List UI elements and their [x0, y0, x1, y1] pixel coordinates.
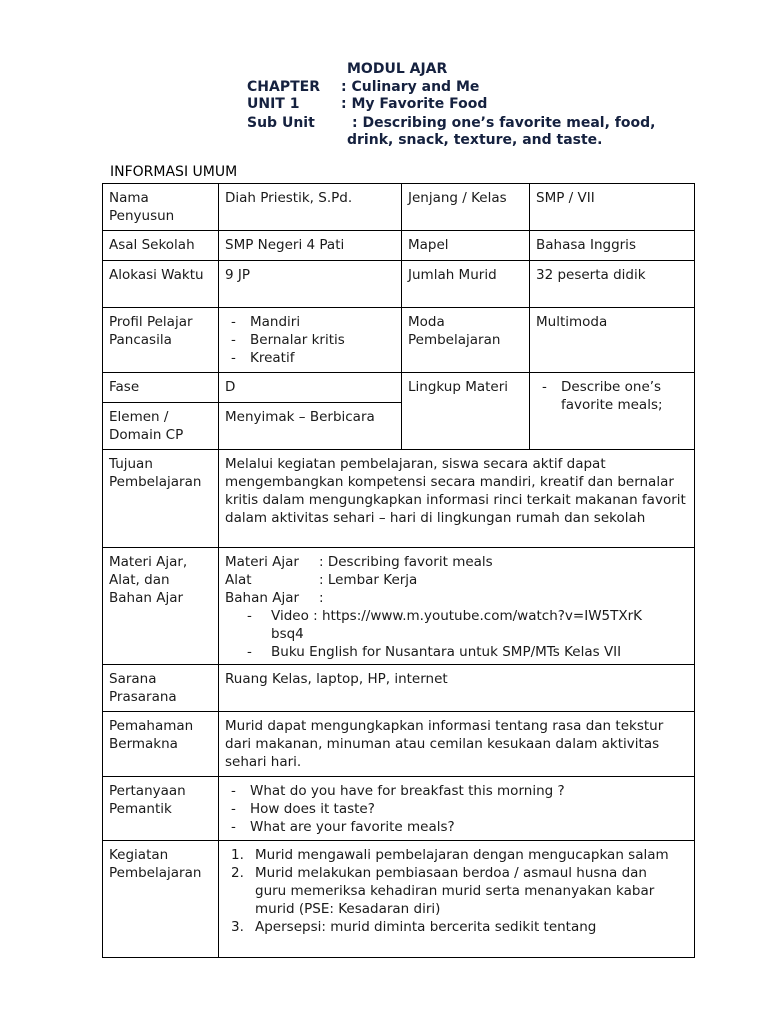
label-pemahaman: Pemahaman Bermakna	[103, 712, 219, 777]
bahan-val: :	[319, 590, 324, 606]
table-row	[103, 184, 695, 231]
chapter-label: CHAPTER	[247, 79, 320, 95]
unit-value: : My Favorite Food	[341, 96, 488, 112]
table-row	[103, 231, 695, 261]
bahan-key: Bahan Ajar	[225, 590, 300, 606]
value-pemahaman: Murid dapat mengungkapkan informasi tentang rasa dan tekstur dari makanan, minuman atau cemilan kesukaan dalam aktivitas sehari hari.	[219, 712, 695, 777]
label-moda: Moda Pembelajaran	[402, 308, 530, 373]
kegiatan-list	[225, 846, 680, 936]
subunit-value-line1: : Describing one’s favorite meal, food,	[352, 115, 656, 131]
value-asal-sekolah: SMP Negeri 4 Pati	[219, 231, 402, 261]
item-number: 2.	[231, 865, 244, 881]
label-profil: Profil Pelajar Pancasila	[103, 308, 219, 373]
list-item: - What are your favorite meals?	[225, 818, 688, 836]
item-text: Murid mengawali pembelajaran dengan mengucapkan salam	[255, 847, 669, 863]
materi-val: : Describing favorit meals	[319, 554, 493, 570]
materi-key: Materi Ajar	[225, 554, 299, 570]
table-row	[103, 548, 695, 665]
value-kegiatan	[219, 841, 695, 958]
label-asal-sekolah: Asal Sekolah	[103, 231, 219, 261]
bahan-line	[225, 589, 688, 607]
section-title: INFORMASI UMUM	[110, 164, 238, 180]
pertanyaan-list	[225, 782, 688, 836]
item-number: 3.	[231, 919, 244, 935]
list-item: - Mandiri	[225, 313, 395, 331]
value-lingkup	[530, 373, 695, 450]
value-pertanyaan	[219, 777, 695, 841]
label-pertanyaan: Pertanyaan Pemantik	[103, 777, 219, 841]
label-tujuan: Tujuan Pembelajaran	[103, 450, 219, 548]
label-elemen: Elemen / Domain CP	[103, 403, 219, 450]
value-sarana: Ruang Kelas, laptop, HP, internet	[219, 665, 695, 712]
label-nama-penyusun: Nama Penyusun	[103, 184, 219, 231]
table-row	[103, 712, 695, 777]
table-row	[103, 841, 695, 958]
label-jumlah-murid: Jumlah Murid	[402, 261, 530, 308]
table-row	[103, 373, 695, 403]
value-jenjang: SMP / VII	[530, 184, 695, 231]
table-row	[103, 665, 695, 712]
list-item: - Buku English for Nusantara untuk SMP/MTs Kelas VII	[225, 643, 688, 661]
list-item: - Kreatif	[225, 349, 395, 367]
list-item	[225, 918, 680, 936]
item-number: 1.	[231, 847, 244, 863]
list-item: - How does it taste?	[225, 800, 688, 818]
label-sarana: Sarana Prasarana	[103, 665, 219, 712]
info-table	[102, 183, 695, 958]
label-lingkup: Lingkup Materi	[402, 373, 530, 450]
label-fase: Fase	[103, 373, 219, 403]
value-mapel: Bahasa Inggris	[530, 231, 695, 261]
materi-ajar-line	[225, 553, 688, 571]
label-alokasi: Alokasi Waktu	[103, 261, 219, 308]
list-item: - Bernalar kritis	[225, 331, 395, 349]
label-kegiatan: Kegiatan Pembelajaran	[103, 841, 219, 958]
chapter-value: : Culinary and Me	[341, 79, 480, 95]
alat-key: Alat	[225, 572, 252, 588]
list-item	[225, 864, 680, 918]
profil-list	[225, 313, 395, 367]
item-text: Apersepsi: murid diminta bercerita sedikit tentang	[255, 919, 597, 935]
video-link[interactable]: - Video : https://www.m.youtube.com/watch?v=IW5TXrKbsq4	[225, 607, 688, 643]
label-mapel: Mapel	[402, 231, 530, 261]
subunit-value-line2: drink, snack, texture, and taste.	[347, 132, 603, 148]
label-materi: Materi Ajar, Alat, dan Bahan Ajar	[103, 548, 219, 665]
value-alokasi: 9 JP	[219, 261, 402, 308]
list-item	[225, 846, 680, 864]
module-title: MODUL AJAR	[347, 61, 448, 77]
value-jumlah-murid: 32 peserta didik	[530, 261, 695, 308]
alat-val: : Lembar Kerja	[319, 572, 418, 588]
label-jenjang: Jenjang / Kelas	[402, 184, 530, 231]
item-text: Murid melakukan pembiasaan berdoa / asmaul husna dan guru memeriksa kehadiran murid serta menanyakan kabar murid (PSE: Kesadaran diri)	[255, 865, 655, 917]
list-item: - What do you have for breakfast this morning ?	[225, 782, 688, 800]
table-row	[103, 261, 695, 308]
table-row	[103, 450, 695, 548]
subunit-label: Sub Unit	[247, 115, 315, 131]
value-fase: D	[219, 373, 402, 403]
value-elemen: Menyimak – Berbicara	[219, 403, 402, 450]
value-moda: Multimoda	[530, 308, 695, 373]
value-profil	[219, 308, 402, 373]
value-nama-penyusun: Diah Priestik, S.Pd.	[219, 184, 402, 231]
table-row	[103, 777, 695, 841]
value-tujuan: Melalui kegiatan pembelajaran, siswa secara aktif dapat mengembangkan kompetensi secara mandiri, kreatif dan bernalar kritis dalam mengungkapkan informasi rinci terkait makanan favorit dalam aktivitas sehari – hari di lingkungan rumah dan sekolah	[219, 450, 695, 548]
unit-label: UNIT 1	[247, 96, 300, 112]
list-item: - Describe one’s favorite meals;	[536, 378, 688, 414]
bahan-list	[225, 607, 688, 661]
value-materi	[219, 548, 695, 665]
lingkup-list	[536, 378, 688, 414]
table-row	[103, 308, 695, 373]
alat-line	[225, 571, 688, 589]
